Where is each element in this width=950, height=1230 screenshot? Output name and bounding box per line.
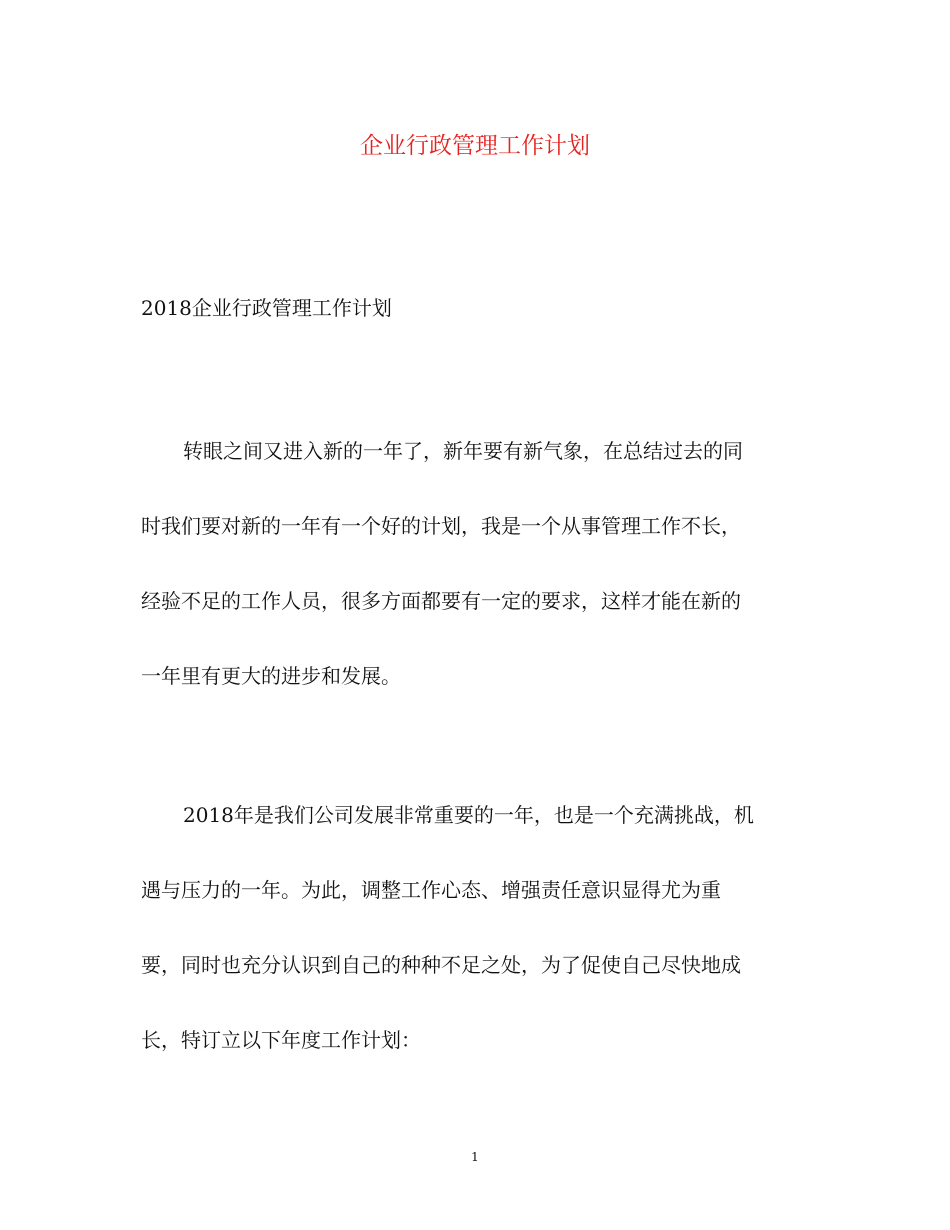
document-subtitle: 2018企业行政管理工作计划 [141,296,392,320]
paragraph-line: 经验不足的工作人员，很多方面都要有一定的要求，这样才能在新的 [141,589,741,613]
paragraph-line: 遇与压力的一年。为此，调整工作心态、增强责任意识显得尤为重 [141,878,721,902]
paragraph-line: 一年里有更大的进步和发展。 [141,664,401,688]
paragraph-line: 长，特订立以下年度工作计划： [141,1028,421,1052]
paragraph-1 [141,414,811,714]
paragraph-line: 要，同时也充分认识到自己的种种不足之处，为了促使自己尽快地成 [141,953,741,977]
paragraph-2 [141,778,811,1078]
document-title: 企业行政管理工作计划 [360,133,590,159]
paragraph-line: 转眼之间又进入新的一年了，新年要有新气象，在总结过去的同 [183,439,743,463]
page-number: 1 [471,1150,479,1164]
paragraph-line: 时我们要对新的一年有一个好的计划，我是一个从事管理工作不长， [141,514,741,538]
paragraph-line: 2018年是我们公司发展非常重要的一年，也是一个充满挑战，机 [183,803,754,827]
